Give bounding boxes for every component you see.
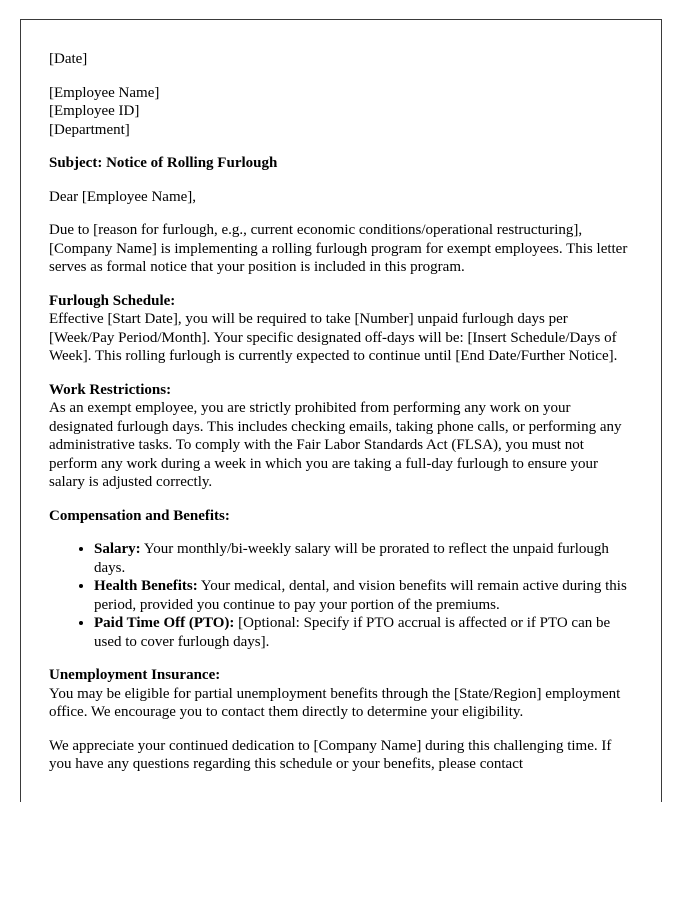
- bold-run: Health Benefits:: [94, 578, 198, 594]
- work-restrictions-section: [49, 381, 633, 492]
- address-line: [Employee ID]: [49, 103, 140, 119]
- letter-body: [49, 50, 633, 774]
- bullet-item: [94, 614, 633, 651]
- bold-run: Salary:: [94, 541, 141, 557]
- text-run: [Optional: Specify if PTO accrual is affected or if PTO can be used to cover furlough days].: [94, 615, 611, 650]
- section-heading-text: Unemployment Insurance:: [49, 667, 221, 683]
- bullet-item: [94, 577, 633, 614]
- unemployment-insurance-section: [49, 666, 633, 722]
- section-heading-text: Subject: Notice of Rolling Furlough: [49, 155, 278, 171]
- text-run: [Date]: [49, 51, 88, 67]
- text-run: Effective [Start Date], you will be required to take [Number] unpaid furlough days per [Week/Pay Period/Month]. Your specific designated off-days will be: [Insert Schedule/Days of Week]. This rolling furlough is currently expected to continue until [End Date/Further Notice].: [49, 311, 618, 364]
- recipient-block: [49, 84, 633, 140]
- letter-page: [20, 19, 662, 802]
- furlough-schedule-section: [49, 292, 633, 366]
- compensation-heading: [49, 507, 633, 526]
- address-line: [Department]: [49, 121, 130, 138]
- bold-run: Paid Time Off (PTO):: [94, 615, 235, 631]
- address-line: [Employee Name]: [49, 84, 160, 101]
- date-placeholder: [49, 50, 633, 69]
- subject-line: [49, 154, 633, 173]
- salutation: [49, 188, 633, 207]
- closing-paragraph: [49, 737, 633, 774]
- text-run: Dear [Employee Name],: [49, 188, 197, 205]
- benefits-list: [49, 540, 633, 651]
- text-run: Your medical, dental, and vision benefits will remain active during this period, provided you continue to pay your portion of the premiums.: [94, 578, 627, 613]
- section-heading-text: Furlough Schedule:: [49, 292, 176, 309]
- section-heading-text: Compensation and Benefits:: [49, 507, 230, 524]
- text-run: As an exempt employee, you are strictly prohibited from performing any work on your designated furlough days. This includes checking emails, taking phone calls, or performing any administrative tasks. To comply with the Fair Labor Standards Act (FLSA), you must not perform any work during a week in which you are taking a full-day furlough to ensure your salary is adjusted correctly.: [49, 400, 622, 490]
- text-run: You may be eligible for partial unemployment benefits through the [State/Region] employment office. We encourage you to contact them directly to determine your eligibility.: [49, 685, 621, 720]
- text-run: We appreciate your continued dedication to [Company Name] during this challenging time. If you have any questions regarding this schedule or your benefits, please contact: [49, 737, 612, 772]
- intro-paragraph: [49, 221, 633, 277]
- text-run: Due to [reason for furlough, e.g., current economic conditions/operational restructuring], [Company Name] is implementing a rolling furlough program for exempt employees. This letter serves as formal notice that your position is included in this program.: [49, 222, 628, 275]
- bullet-item: [94, 540, 633, 577]
- text-run: Your monthly/bi-weekly salary will be prorated to reflect the unpaid furlough days.: [94, 541, 609, 576]
- section-heading-text: Work Restrictions:: [49, 381, 172, 398]
